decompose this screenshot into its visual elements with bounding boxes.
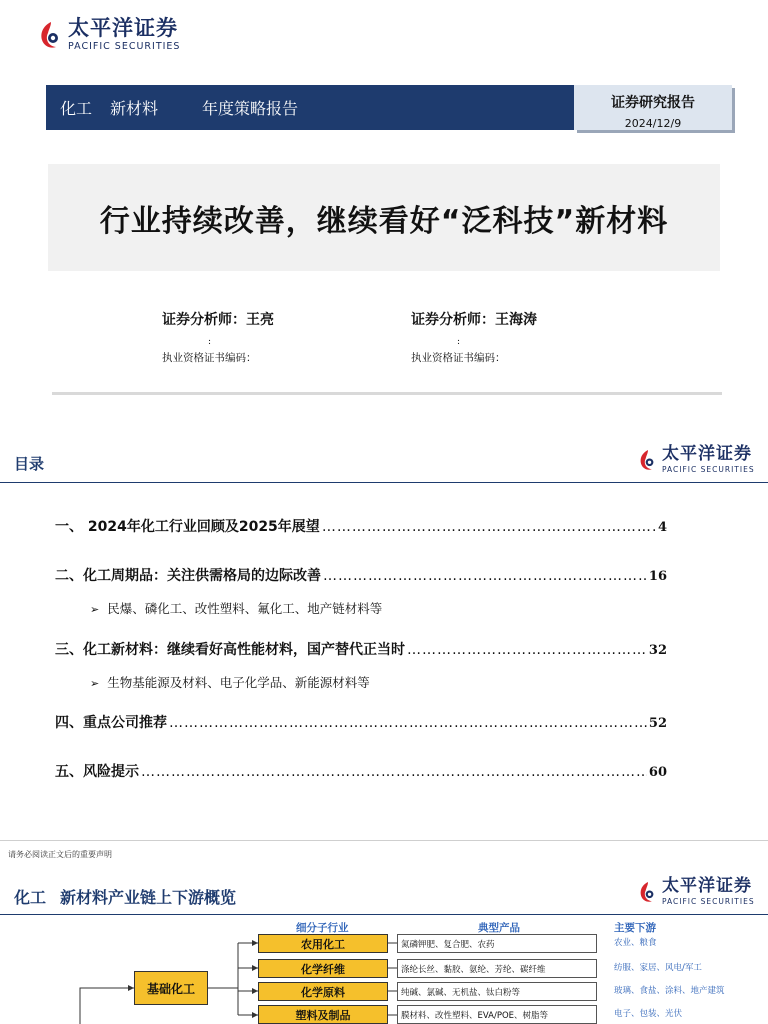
logo-mark-icon xyxy=(638,880,658,904)
arrow-bullet-icon: ➢ xyxy=(90,603,100,616)
toc-leader xyxy=(323,568,647,584)
logo-name-en: PACIFIC SECURITIES xyxy=(662,897,755,906)
toc-item-label: 四、重点公司推荐 xyxy=(55,715,167,731)
tag-new-material: 新材料 xyxy=(110,99,159,118)
logo-name-cn: 太平洋证券 xyxy=(662,444,752,464)
toc-title: 目录 xyxy=(14,455,45,473)
tag-chemical: 化工 xyxy=(60,99,93,118)
downstream-text: 农业、粮食 xyxy=(614,938,657,948)
toc-item[interactable] xyxy=(55,639,667,659)
logo-name-cn: 太平洋证券 xyxy=(662,876,752,896)
toc-item-label: 一、 2024年化工行业回顾及2025年展望 xyxy=(55,519,320,535)
toc-item-page: 60 xyxy=(648,765,667,780)
toc-item-page: 4 xyxy=(657,520,667,535)
analyst-2 xyxy=(411,309,537,365)
logo-name-en: PACIFIC SECURITIES xyxy=(68,41,181,52)
toc-item-label: 五、风险提示 xyxy=(55,764,139,780)
analyst-colon: : xyxy=(208,337,212,347)
toc-item[interactable] xyxy=(55,565,667,585)
toc-subitem xyxy=(90,673,370,691)
logo-name-cn: 太平洋证券 xyxy=(68,16,178,40)
analyst-name: 证券分析师：王亮 xyxy=(162,312,274,328)
toc-subitem-text: 民爆、磷化工、改性塑料、氟化工、地产链材料等 xyxy=(107,601,383,616)
slide-title xyxy=(14,885,236,908)
analyst-name: 证券分析师：王海涛 xyxy=(411,312,537,328)
disclaimer-footnote: 请务必阅读正文后的重要声明 xyxy=(8,850,112,859)
sub-industry-node: 化学原料 xyxy=(258,982,388,1001)
analyst-cert: 执业资格证书编码： xyxy=(162,352,257,364)
sub-industry-node: 化学纤维 xyxy=(258,959,388,978)
col-header-product: 典型产品 xyxy=(478,922,520,934)
slide-title-sector: 化工 xyxy=(14,888,47,907)
product-node: 纯碱、氯碱、无机盐、钛白粉等 xyxy=(397,982,597,1001)
report-type-box xyxy=(574,85,732,130)
sub-industry-node: 塑料及制品 xyxy=(258,1005,388,1024)
report-title: 行业持续改善，继续看好“泛科技”新材料 xyxy=(99,203,669,239)
analyst-colon: : xyxy=(457,337,461,347)
product-node: 涤纶长丝、黏胶、氨纶、芳纶、碳纤维 xyxy=(397,959,597,978)
arrow-bullet-icon: ➢ xyxy=(90,677,100,690)
toc-item-page: 16 xyxy=(648,569,667,584)
report-type: 证券研究报告 xyxy=(611,95,695,111)
analyst-cert: 执业资格证书编码： xyxy=(411,352,506,364)
pacific-securities-logo xyxy=(38,18,180,52)
downstream-text: 电子、包装、光伏 xyxy=(614,1009,683,1019)
slide-title-text: 新材料产业链上下游概览 xyxy=(60,888,237,907)
logo-mark-icon xyxy=(638,448,658,472)
pacific-securities-logo xyxy=(638,878,755,906)
toc-item-page: 52 xyxy=(648,716,667,731)
downstream-text: 玻璃、食盐、涂料、地产建筑 xyxy=(614,986,725,996)
report-title-box xyxy=(48,164,720,271)
base-chemical-node: 基础化工 xyxy=(134,971,208,1005)
toc-leader xyxy=(407,642,647,658)
sub-industry-node: 农用化工 xyxy=(258,934,388,953)
toc-item-page: 32 xyxy=(648,643,667,658)
toc-header-rule xyxy=(0,482,768,483)
product-node: 膜材料、改性塑料、EVA/POE、树脂等 xyxy=(397,1005,597,1024)
logo-name-en: PACIFIC SECURITIES xyxy=(662,465,755,474)
col-header-downstream: 主要下游 xyxy=(614,922,656,934)
toc-item-label: 二、化工周期品：关注供需格局的边际改善 xyxy=(55,568,321,584)
downstream-text: 纺服、家居、风电/军工 xyxy=(614,963,702,973)
col-header-sub: 细分子行业 xyxy=(296,922,349,934)
toc-item[interactable] xyxy=(55,516,667,536)
toc-leader xyxy=(141,764,647,780)
toc-item[interactable] xyxy=(55,761,667,781)
toc-item[interactable] xyxy=(55,712,667,732)
analyst-1 xyxy=(162,309,274,365)
toc-leader xyxy=(322,519,656,535)
report-date: 2024/12/9 xyxy=(624,117,682,130)
cover-divider xyxy=(52,392,722,395)
report-header-bar xyxy=(46,85,574,130)
pacific-securities-logo xyxy=(638,446,755,474)
toc-subitem-text: 生物基能源及材料、电子化学品、新能源材料等 xyxy=(107,675,370,690)
toc-leader xyxy=(169,715,647,731)
toc-subitem xyxy=(90,599,382,617)
logo-mark-icon xyxy=(38,20,64,50)
footer-rule xyxy=(0,840,768,841)
product-node: 氮磷钾肥、复合肥、农药 xyxy=(397,934,597,953)
tag-annual-strategy: 年度策略报告 xyxy=(202,99,299,118)
toc-item-label: 三、化工新材料：继续看好高性能材料，国产替代正当时 xyxy=(55,642,405,658)
